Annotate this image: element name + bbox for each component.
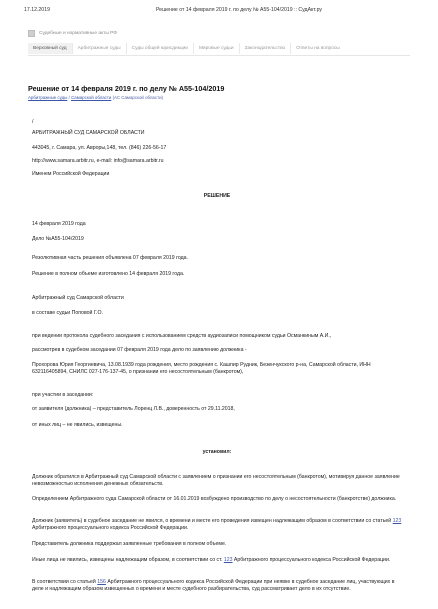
debtor-details: Прохорова Юрия Георгиевича, 13.08.1939 года рождения, место рождения с. Кашпир Рудник, Безенчукского р-на, Самарской области, ИНН 632116405894, СНИЛС 027-176-137-45, о признании его несостоятельным (банкротом), (32, 362, 371, 375)
tab-general-courts[interactable]: Суды общей юрисдикции (126, 43, 193, 54)
court-short-name: Арбитражный суд Самарской области (32, 295, 124, 301)
established-heading: установил: (202, 449, 232, 455)
others-line: от иных лиц – не явились, извещены. (32, 422, 123, 428)
breadcrumb-court: (АС Самарской области) (112, 95, 163, 100)
full-text-date: Решение в полном объеме изготовлено 14 февраля 2019 года. (32, 271, 185, 277)
site-logo-icon (28, 30, 35, 37)
paragraph-3: Должник (заявитель) в судебное заседание не явился, о времени и месте его проведения извещен надлежащим образом в соответствии со статьей 123 Арбитражного процессуального кодекса Российской Федерации. (32, 518, 402, 531)
tabs-divider (28, 55, 410, 56)
paragraph-5: Иные лица не явились, извещены надлежащим образом, в соответствии со ст. 123 Арбитражного процессуального кодекса Российской Федерации. (32, 557, 391, 563)
article-123-link[interactable]: 123 (392, 518, 402, 524)
court-web: http://www.samara.arbitr.ru, e-mail: info@samara.arbitr.ru (32, 158, 164, 164)
print-page-title: Решение от 14 февраля 2019 г. по делу № А55-104/2019 :: СудАкт.ру (155, 7, 323, 13)
paragraph-1: Должник обратился в Арбитражный суд Самарской области с заявлением о признании его несостоятельным (банкротом), мотивируя данное заявление невозможностью исполнения денежных обязательств. (32, 474, 400, 487)
tab-arbitration-courts[interactable]: Арбитражные суды (72, 43, 126, 54)
court-tabs (28, 43, 396, 54)
tab-magistrates[interactable]: Мировые судьи (193, 43, 239, 54)
breadcrumb-link-arbitration[interactable]: Арбитражные суды (28, 95, 68, 100)
print-date: 17.12.2019 (24, 7, 50, 13)
slash: / (32, 119, 34, 125)
participation-line: при участии в заседании: (32, 392, 94, 398)
resolutive-part: Резолютивная часть решения объявлена 07 февраля 2019 года. (32, 255, 188, 261)
case-number: Дело №А55-104/2019 (32, 236, 84, 242)
decision-heading: РЕШЕНИЕ (203, 193, 231, 199)
court-name: АРБИТРАЖНЫЙ СУД САМАРСКОЙ ОБЛАСТИ (32, 130, 145, 136)
protocol-line: при ведении протокола судебного заседания с использованием средств аудиозаписи помощником судьи Османкиным А.И., (32, 333, 332, 339)
paragraph-6: В соответствии со статьей 156 Арбитражного процессуального кодекса Российской Федерации при неявке в судебное заседание лиц, участвующих в деле и надлежащим образом извещенных о времени и месте судебного разбирательства, суд рассматривает дело в их отсутствие. (32, 579, 395, 592)
article-123-link-2[interactable]: 123 (223, 557, 233, 563)
breadcrumb: Арбитражные суды / Самарской области (АС Самарской области) (28, 95, 163, 100)
court-composition: в составе судьи Поповой Г.О. (32, 310, 103, 316)
tab-legislation[interactable]: Законодательство (239, 43, 291, 54)
applicant-line: от заявителя (должника) – представитель Лоренц Л.В., доверенность от 29.11.2018, (32, 406, 235, 412)
tab-supreme-court[interactable]: Верховный суд (28, 43, 72, 54)
paragraph-4: Представитель должника поддержал заявленные требования в полном объеме. (32, 541, 227, 547)
paragraph-2: Определением Арбитражного суда Самарской области от 16.01.2019 возбуждено производство по делу о несостоятельности (банкротстве) должника. (32, 496, 397, 502)
site-tagline: Судебные и нормативные акты РФ (39, 30, 117, 36)
court-address: 443045, г. Самара, ул. Авроры,148, тел. (846) 226-56-17 (32, 145, 167, 151)
considering-line: рассмотрев в судебном заседании 07 февраля 2019 года дело по заявлению должника - (32, 347, 247, 353)
print-header (0, 7, 438, 17)
decision-date: 14 февраля 2019 года (32, 221, 86, 227)
document-title: Решение от 14 февраля 2019 г. по делу № А55-104/2019 (28, 84, 225, 93)
site-brand[interactable] (28, 29, 117, 37)
breadcrumb-link-region[interactable]: Самарской области (71, 95, 112, 100)
tab-faq[interactable]: Ответы на вопросы (290, 43, 345, 54)
article-156-link[interactable]: 156 (97, 579, 106, 585)
in-name-line: Именем Российской Федерации (32, 171, 110, 177)
